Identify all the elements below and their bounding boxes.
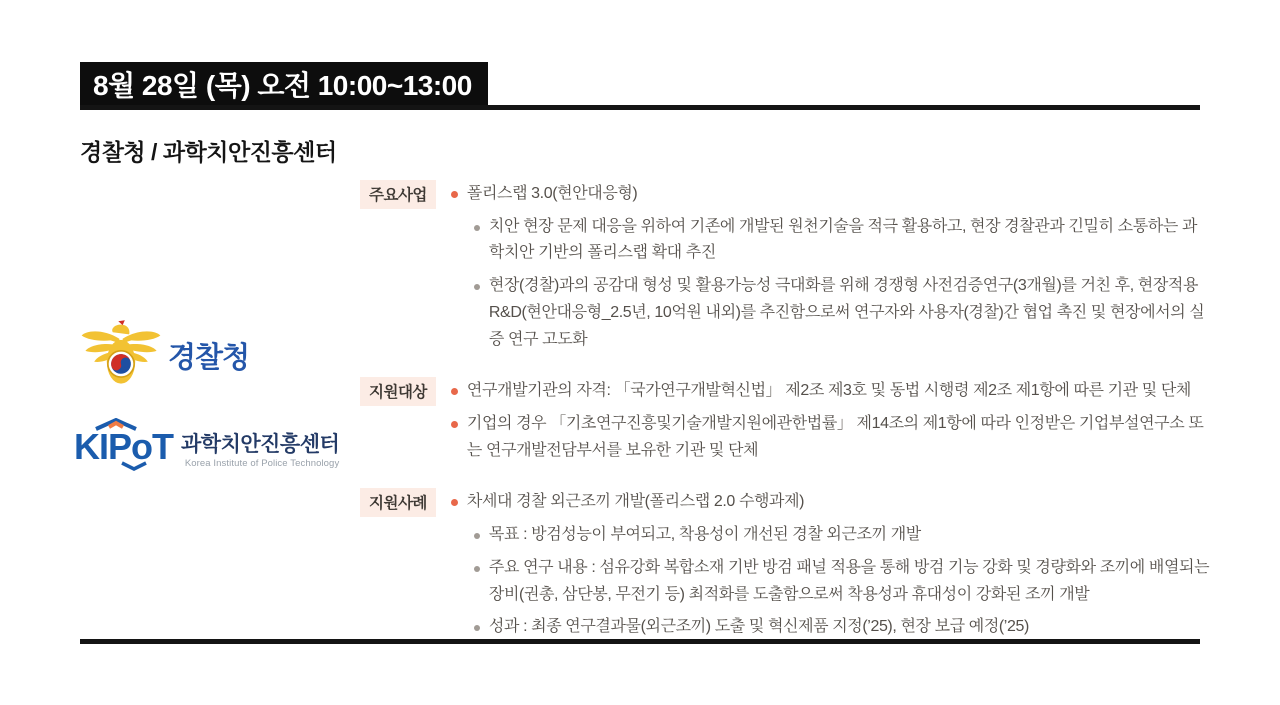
section-label: 지원사례 bbox=[360, 488, 436, 517]
kipot-logo bbox=[74, 419, 360, 473]
datetime-label: 8월 28일 (목) 오전 10:00~13:00 bbox=[93, 69, 472, 101]
bullet-item: 성과 : 최종 연구결과물(외근조끼) 도출 및 혁신제품 지정(’25), 현장 보급 예정(’25) bbox=[472, 614, 1210, 641]
bullet-item: 기업의 경우 「기초연구진흥및기술개발지원에관한법률」 제14조의 제1항에 따라 인정받은 기업부설연구소 또는 연구개발전담부서를 보유한 기관 및 단체 bbox=[449, 411, 1210, 464]
section-label: 주요사업 bbox=[360, 180, 436, 209]
top-divider bbox=[80, 105, 1200, 110]
info-section bbox=[360, 377, 1210, 464]
bullet-item: 차세대 경찰 외근조끼 개발(폴리스랩 2.0 수행과제) bbox=[449, 489, 1210, 516]
kipot-wordmark bbox=[74, 419, 173, 473]
kipot-subtitle: Korea Institute of Police Technology bbox=[184, 457, 340, 469]
kipot-name: 과학치안진흥센터 bbox=[181, 432, 340, 456]
section-list bbox=[449, 180, 1210, 353]
kipot-caret-down-icon bbox=[120, 458, 148, 476]
info-section bbox=[360, 180, 1210, 353]
kipot-name-block bbox=[181, 433, 339, 469]
section-list bbox=[449, 488, 1210, 641]
page-title: 경찰청 / 과학치안진흥센터 bbox=[80, 139, 337, 165]
bullet-item: 주요 연구 내용 : 섬유강화 복합소재 기반 방검 패널 적용을 통해 방검 기능 강화 및 경량화와 조끼에 배열되는 장비(권총, 삼단봉, 무전기 등) 최적화를 도출함으로써 착용성과 휴대성이 강화된 조끼 개발 bbox=[472, 555, 1210, 608]
bullet-item: 폴리스랩 3.0(현안대응형) bbox=[449, 181, 1210, 208]
section-label: 지원대상 bbox=[360, 377, 436, 406]
kipot-acronym: KIPoT bbox=[74, 425, 173, 467]
logo-column bbox=[74, 180, 360, 612]
content-area bbox=[74, 180, 1210, 636]
kipot-caret-up-icon bbox=[94, 418, 138, 436]
police-agency-logo bbox=[80, 320, 360, 391]
bullet-item: 치안 현장 문제 대응을 위하여 기존에 개발된 원천기술을 적극 활용하고, 현장 경찰관과 긴밀히 소통하는 과학치안 기반의 폴리스랩 확대 추진 bbox=[472, 214, 1210, 267]
bullet-item: 현장(경찰)과의 공감대 형성 및 활용가능성 극대화를 위해 경쟁형 사전검증연구(3개월)를 거친 후, 현장적용 R&D(현안대응형_2.5년, 10억원 내외)를 추진함으로써 연구자와 사용자(경찰)간 협업 촉진 및 현장에서의 실증 연구 고도화 bbox=[472, 273, 1210, 353]
section-list bbox=[449, 377, 1210, 464]
sections bbox=[360, 180, 1210, 636]
police-agency-name: 경찰청 bbox=[168, 341, 250, 374]
police-eagle-emblem-icon bbox=[80, 320, 162, 391]
bottom-divider bbox=[80, 639, 1200, 644]
bullet-item: 연구개발기관의 자격: 「국가연구개발혁신법」 제2조 제3호 및 동법 시행령 제2조 제1항에 따른 기관 및 단체 bbox=[449, 378, 1210, 405]
bullet-item: 목표 : 방검성능이 부여되고, 착용성이 개선된 경찰 외근조끼 개발 bbox=[472, 522, 1210, 549]
datetime-banner bbox=[80, 62, 488, 106]
info-section bbox=[360, 488, 1210, 641]
